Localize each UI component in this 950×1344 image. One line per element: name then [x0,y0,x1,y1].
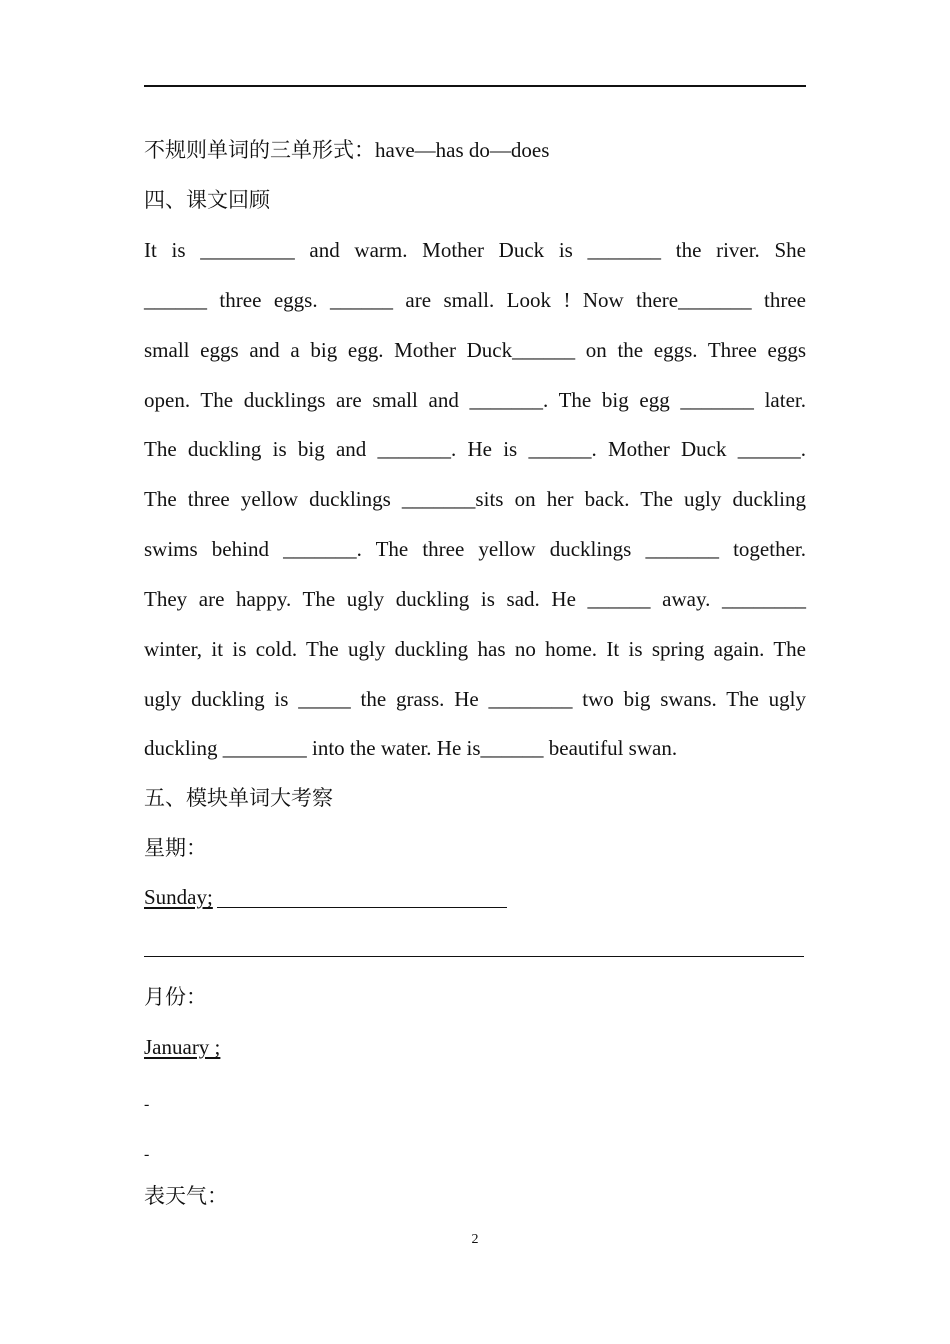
weather-label: 表天气： [144,1184,228,1208]
months-answer-line[interactable] [144,1032,806,1062]
passage-line-6: The three yellow ducklings _______sits on her back. The ugly duckling [144,487,806,511]
weekdays-answer-line[interactable] [144,882,213,912]
passage-line-10: ugly duckling is _____ the grass. He ________ two big swans. The ugly [144,687,806,711]
weekdays-label: 星期： [144,836,207,860]
weekdays-fill-rule [217,907,507,908]
passage-line-5: The duckling is big and _______. He is ______. Mother Duck ______. [144,437,806,461]
weekdays-start: Sunday; [144,885,213,909]
passage-line-2: ______ three eggs. ______ are small. Look ! Now there_______ three [144,288,806,312]
weekdays-blank-line[interactable] [144,956,804,957]
section-4-heading: 四、课文回顾 [144,188,270,212]
months-start: January ; [144,1035,221,1059]
passage-line-4: open. The ducklings are small and _______. The big egg _______ later. [144,388,806,412]
passage-line-3: small eggs and a big egg. Mother Duck______ on the eggs. Three eggs [144,338,806,362]
dash-2: - [144,1146,150,1163]
dash-1: - [144,1096,150,1113]
passage-line-1: It is _________ and warm. Mother Duck is _______ the river. She [144,238,806,262]
passage-line-9: winter, it is cold. The ugly duckling has no home. It is spring again. The [144,637,806,661]
section-5-heading: 五、模块单词大考察 [144,786,333,810]
passage-line-8: They are happy. The ugly duckling is sad. He ______ away. ________ [144,587,806,611]
passage-line-11: duckling ________ into the water. He is______ beautiful swan. [144,736,678,760]
months-label: 月份： [144,985,207,1009]
irregular-note: 不规则单词的三单形式：have—has do—does [144,138,550,162]
passage-line-7: swims behind _______. The three yellow ducklings _______ together. [144,537,806,561]
page-number: 2 [471,1232,479,1247]
top-rule [144,85,806,87]
